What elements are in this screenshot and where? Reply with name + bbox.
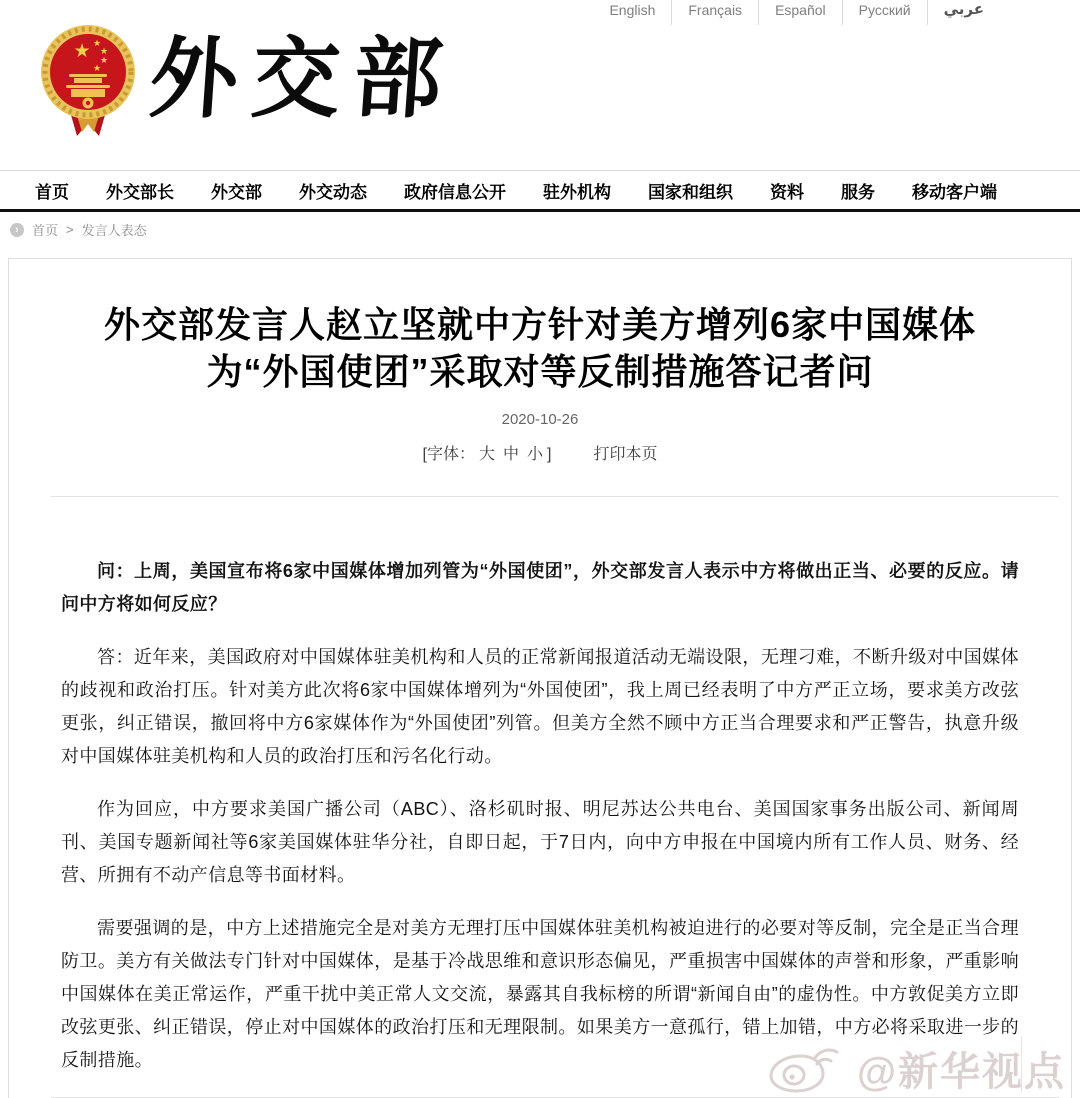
article-paragraph: 需要强调的是，中方上述措施完全是对美方无理打压中国媒体驻美机构被迫进行的必要对等反制，完全是正当合理防卫。美方有关做法专门针对中国媒体，是基于冷战思维和意识形态偏见，严重损害中国媒体的声誉和形象，严重影响中国媒体在美正常运作，严重干扰中美正常人文交流，暴露其自我标榜的所谓“新闻自由”的虚伪性。中方敦促美方立即改弦更张、纠正错误，停止对中国媒体的政治打压和无理限制。如果美方一意孤行，错上加错，中方必将采取进一步的反制措施。 [61, 918, 1019, 1070]
font-size-large-button[interactable]: 大 [478, 446, 495, 463]
china-national-emblem-icon [38, 22, 138, 144]
nav-item-ministry[interactable]: 外交部 [211, 182, 262, 202]
svg-text:★: ★ [73, 41, 91, 62]
article-paragraph: 答：近年来，美国政府对中国媒体驻美机构和人员的正常新闻报道活动无端设限，无理刁难，不断升级对中国媒体的歧视和政治打压。针对美方此次将6家中国媒体增列为“外国使团”，我上周已经表明了中方严正立场，要求美方改弦更张，纠正错误，撤回将中方6家媒体作为“外国使团”列管。但美方全然不顾中方正当合理要求和严正警告，执意升级对中国媒体驻美机构和人员的政治打压和污名化行动。 [61, 647, 1019, 766]
svg-text:★: ★ [99, 55, 109, 65]
article-title-line2: 为“外国使团”采取对等反制措施答记者问 [206, 351, 874, 392]
nav-item-overseas-missions[interactable]: 驻外机构 [543, 182, 611, 202]
article-body [9, 497, 1071, 1077]
watermark-crosshair-line [1021, 1036, 1022, 1093]
print-page-button[interactable]: 打印本页 [593, 446, 658, 463]
svg-text:★: ★ [92, 38, 102, 48]
watermark-text: @新华视点 [856, 1050, 1066, 1094]
lang-link-arabic[interactable]: عربي [927, 0, 1000, 25]
site-title-calligraphy: 外交部 [146, 26, 460, 130]
nav-item-diplomatic-activities[interactable]: 外交动态 [299, 182, 367, 202]
article-date: 2020-10-26 [501, 411, 579, 428]
nav-item-mobile-client[interactable]: 移动客户端 [912, 182, 997, 202]
nav-item-resources[interactable]: 资料 [770, 182, 804, 202]
site-masthead[interactable] [0, 0, 1080, 168]
article-content-box [8, 258, 1072, 1098]
font-size-medium-button[interactable]: 中 [502, 446, 519, 463]
breadcrumb-current: 发言人表态 [81, 223, 147, 238]
chevron-circle-icon: › [10, 223, 24, 237]
breadcrumb [10, 220, 147, 239]
lang-link-english[interactable]: English [609, 2, 656, 18]
main-navigation [0, 170, 1080, 212]
article-controls [9, 441, 1071, 464]
nav-item-services[interactable]: 服务 [841, 182, 875, 202]
lang-link-spanish[interactable]: Español [758, 0, 842, 25]
svg-text:★: ★ [92, 63, 102, 73]
breadcrumb-home-link[interactable]: 首页 [32, 223, 59, 238]
nav-item-foreign-minister[interactable]: 外交部长 [106, 182, 174, 202]
article-title-line1: 外交部发言人赵立坚就中方针对美方增列6家中国媒体 [103, 304, 977, 345]
article-paragraph-question: 问：上周，美国宣布将6家中国媒体增加列管为“外国使团”，外交部发言人表示中方将做出正当、必要的反应。请问中方将如何反应？ [61, 561, 1019, 614]
nav-item-home[interactable]: 首页 [35, 182, 69, 202]
font-size-label-suffix: ] [547, 446, 552, 463]
nav-item-countries-organizations[interactable]: 国家和组织 [648, 182, 733, 202]
lang-link-russian[interactable]: Русский [842, 0, 927, 25]
nav-item-government-info[interactable]: 政府信息公开 [404, 182, 506, 202]
font-size-small-button[interactable]: 小 [527, 446, 544, 463]
article-title [49, 301, 1031, 395]
svg-text:★: ★ [99, 46, 109, 56]
lang-link-french[interactable]: Français [671, 0, 758, 25]
breadcrumb-separator: > [66, 222, 74, 237]
font-size-label-prefix: [字体： [422, 446, 475, 463]
article-paragraph: 作为回应，中方要求美国广播公司（ABC）、洛杉矶时报、明尼苏达公共电台、美国国家事务出版公司、新闻周刊、美国专题新闻社等6家美国媒体驻华分社，自即日起，于7日内，向中方申报在中国境内所有工作人员、财务、经营、所拥有不动产信息等书面材料。 [61, 799, 1019, 885]
